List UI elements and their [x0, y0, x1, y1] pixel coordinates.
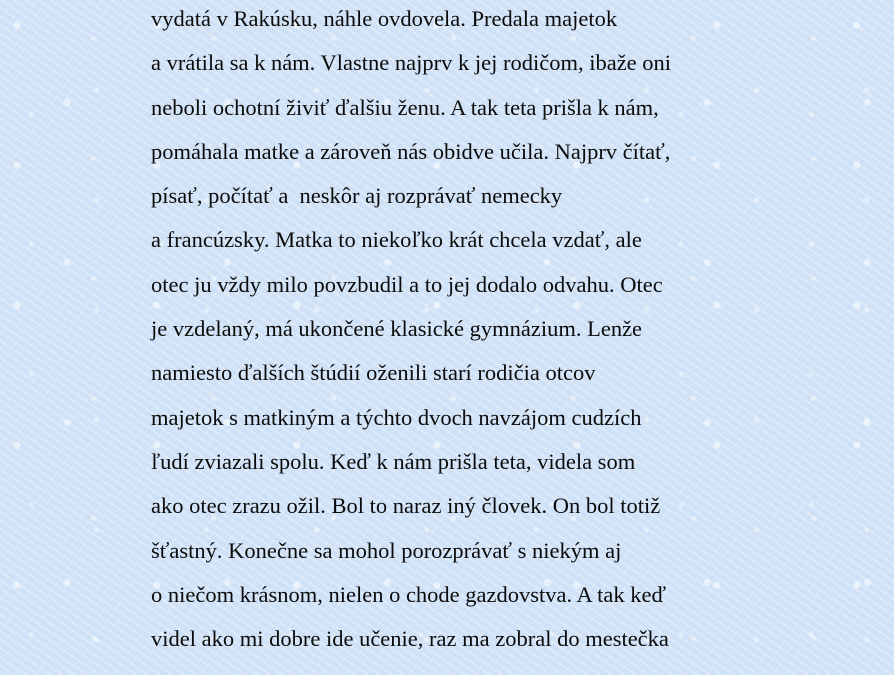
text-line-8: je vzdelaný, má ukončené klasické gymnázium. Lenže — [151, 316, 643, 342]
text-line-1: vydatá v Rakúsku, náhle ovdovela. Predala majetok — [151, 6, 618, 31]
text-line-9: namiesto ďalších štúdií oženili starí rodičia otcov — [151, 360, 596, 386]
text-line-14: o niečom krásnom, nielen o chode gazdovstva. A tak keď — [151, 581, 667, 607]
document-text — [151, 0, 771, 663]
text-line-6: a francúzsky. Matka to niekoľko krát chcela vzdať, ale — [151, 227, 642, 253]
text-line-12: ako otec zrazu ožil. Bol to naraz iný človek. On bol totiž — [151, 493, 661, 519]
text-line-11: ľudí zviazali spolu. Keď k nám prišla teta, videla som — [151, 448, 636, 474]
text-line-5: písať, počítať a neskôr aj rozprávať nemecky — [151, 183, 563, 209]
text-line-2: a vrátila sa k nám. Vlastne najprv k jej rodičom, ibaže oni — [151, 50, 672, 76]
text-line-10: majetok s matkiným a týchto dvoch navzájom cudzích — [151, 404, 642, 430]
text-line-4: pomáhala matke a zároveň nás obidve učila. Najprv čítať, — [151, 138, 671, 164]
text-line-15: videl ako mi dobre ide učenie, raz ma zobral do mestečka — [151, 626, 669, 652]
text-line-3: neboli ochotní živiť ďalšiu ženu. A tak teta prišla k nám, — [151, 94, 659, 120]
text-line-13: šťastný. Konečne sa mohol porozprávať s niekým aj — [151, 537, 622, 563]
text-line-7: otec ju vždy milo povzbudil a to jej dodalo odvahu. Otec — [151, 271, 663, 297]
